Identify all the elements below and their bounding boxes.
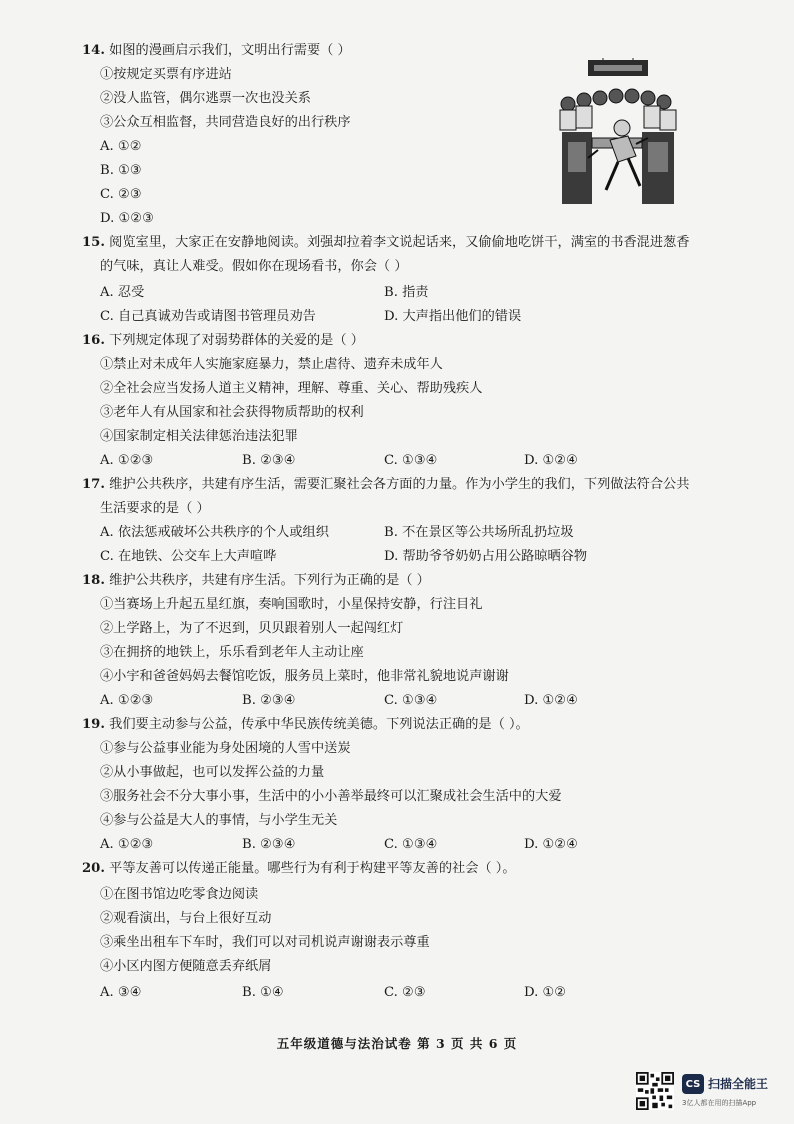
question-19-option: A. ①②③ — [100, 837, 154, 852]
question-14-option: B. ①③ — [100, 163, 142, 178]
question-14-title: 14. 如图的漫画启示我们，文明出行需要（ ） — [82, 43, 351, 58]
question-number: 14. — [82, 43, 105, 58]
question-14-item: ②没人监管，偶尔逃票一次也没关系 — [100, 91, 311, 106]
question-20-option: C. ②③ — [384, 985, 426, 1000]
question-16-item: ③老年人有从国家和社会获得物质帮助的权利 — [100, 405, 364, 420]
question-number: 20. — [82, 861, 105, 876]
question-number: 18. — [82, 573, 105, 588]
question-19-option: B. ②③④ — [242, 837, 296, 852]
question-16-item: ②全社会应当发扬人道主义精神，理解、尊重、关心、帮助残疾人 — [100, 381, 483, 396]
question-20-option: B. ①④ — [242, 985, 284, 1000]
question-17-option: D. 帮助爷爷奶奶占用公路晾晒谷物 — [384, 549, 588, 564]
question-16-item: ④国家制定相关法律惩治违法犯罪 — [100, 429, 298, 444]
question-16-option: C. ①③④ — [384, 453, 438, 468]
scanner-app-tagline: 3亿人都在用的扫描App — [682, 1099, 757, 1107]
question-14-option: A. ①② — [100, 139, 142, 154]
question-17-title: 17. 维护公共秩序，共建有序生活，需要汇聚社会各方面的力量。作为小学生的我们，下列做法符合公共 — [82, 477, 690, 492]
question-15-option: A. 忍受 — [100, 285, 145, 300]
question-18-item: ①当赛场上升起五星红旗，奏响国歌时，小星保持安静，行注目礼 — [100, 597, 483, 612]
scanner-app-name: 扫描全能王 — [708, 1077, 769, 1091]
question-18-item: ③在拥挤的地铁上，乐乐看到老年人主动让座 — [100, 645, 364, 660]
question-17-option: C. 在地铁、公交车上大声喧哗 — [100, 549, 277, 564]
question-15-option: C. 自己真诚劝告或请图书管理员劝告 — [100, 309, 316, 324]
question-15-option: B. 指责 — [384, 285, 429, 300]
question-15-title-cont: 的气味，真让人难受。假如你在现场看书，你会（ ） — [100, 259, 408, 274]
question-14-option: D. ①②③ — [100, 211, 154, 226]
question-14-item: ①按规定买票有序进站 — [100, 67, 232, 82]
cartoon-illustration — [558, 58, 680, 208]
question-19-item: ②从小事做起，也可以发挥公益的力量 — [100, 765, 325, 780]
question-18-title: 18. 维护公共秩序，共建有序生活。下列行为正确的是（ ） — [82, 573, 430, 588]
question-14-option: C. ②③ — [100, 187, 142, 202]
question-20-option: D. ①② — [524, 985, 567, 1000]
question-16-option: B. ②③④ — [242, 453, 296, 468]
question-18-option: C. ①③④ — [384, 693, 438, 708]
question-15-option: D. 大声指出他们的错误 — [384, 309, 522, 324]
question-16-title: 16. 下列规定体现了对弱势群体的关爱的是（ ） — [82, 333, 364, 348]
question-17-option: B. 不在景区等公共场所乱扔垃圾 — [384, 525, 574, 540]
question-17-title-cont: 生活要求的是（ ） — [100, 501, 210, 516]
question-19-option: D. ①②④ — [524, 837, 578, 852]
question-number: 16. — [82, 333, 105, 348]
question-number: 15. — [82, 235, 105, 250]
question-19-item: ①参与公益事业能为身处困境的人雪中送炭 — [100, 741, 351, 756]
question-17-option: A. 依法惩戒破坏公共秩序的个人或组织 — [100, 525, 329, 540]
question-20-item: ②观看演出，与台上很好互动 — [100, 911, 272, 926]
question-18-option: D. ①②④ — [524, 693, 578, 708]
camscanner-logo-icon: CS — [682, 1074, 704, 1094]
question-20-item: ③乘坐出租车下车时，我们可以对司机说声谢谢表示尊重 — [100, 935, 430, 950]
question-18-item: ②上学路上，为了不迟到，贝贝跟着别人一起闯红灯 — [100, 621, 404, 636]
question-18-option: B. ②③④ — [242, 693, 296, 708]
question-20-item: ④小区内图方便随意丢弃纸屑 — [100, 959, 272, 974]
page-footer: 五年级道德与法治试卷 第 3 页 共 6 页 — [276, 1036, 518, 1051]
question-20-option: A. ③④ — [100, 985, 142, 1000]
question-16-item: ①禁止对未成年人实施家庭暴力，禁止虐待、遗弃未成年人 — [100, 357, 443, 372]
question-19-item: ④参与公益是大人的事情，与小学生无关 — [100, 813, 338, 828]
question-14-item: ③公众互相监督，共同营造良好的出行秩序 — [100, 115, 351, 130]
question-20-item: ①在图书馆边吃零食边阅读 — [100, 887, 259, 902]
question-19-option: C. ①③④ — [384, 837, 438, 852]
question-18-item: ④小宇和爸爸妈妈去餐馆吃饭，服务员上菜时，他非常礼貌地说声谢谢 — [100, 669, 509, 684]
question-16-option: D. ①②④ — [524, 453, 578, 468]
question-16-option: A. ①②③ — [100, 453, 154, 468]
question-number: 17. — [82, 477, 105, 492]
question-20-title: 20. 平等友善可以传递正能量。哪些行为有利于构建平等友善的社会（ ）。 — [82, 861, 516, 876]
question-19-item: ③服务社会不分大事小事，生活中的小小善举最终可以汇聚成社会生活中的大爱 — [100, 789, 562, 804]
question-number: 19. — [82, 717, 105, 732]
question-19-title: 19. 我们要主动参与公益，传承中华民族传统美德。下列说法正确的是（ ）。 — [82, 717, 529, 732]
question-18-option: A. ①②③ — [100, 693, 154, 708]
question-15-title: 15. 阅览室里，大家正在安静地阅读。刘强却拉着李文说起话来，又偷偷地吃饼干，满室的书香混进葱香 — [82, 235, 690, 250]
qr-code-icon — [636, 1072, 674, 1110]
